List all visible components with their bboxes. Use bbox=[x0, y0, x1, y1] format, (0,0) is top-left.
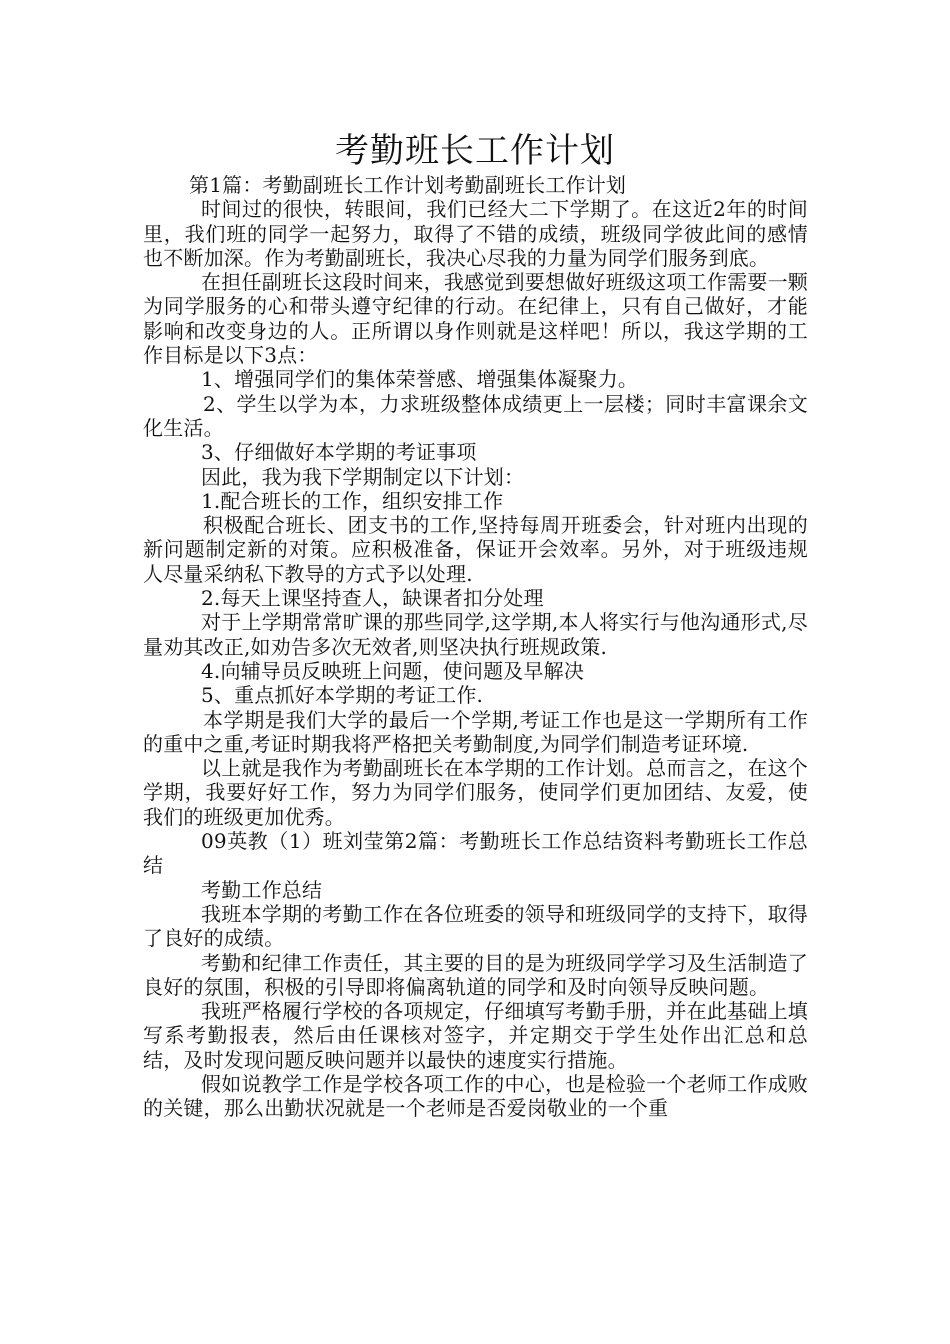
paragraph: 因此，我为我下学期制定以下计划： bbox=[201, 464, 525, 489]
section-heading: 09英教（1）班刘莹第2篇：考勤班长工作总结资料考勤班长工作总结 bbox=[143, 829, 808, 878]
paragraph: 积极配合班长、团支书的工作,坚持每周开班委会，针对班内出现的新问题制定新的对策。应积极准备，保证开会效率。另外，对于班级违规人尽量采纳私下教导的方式予以处理. bbox=[143, 513, 808, 586]
list-item: 3、仔细做好本学期的考证事项 bbox=[201, 440, 477, 465]
paragraph: 本学期是我们大学的最后一个学期,考证工作也是这一学期所有工作的重中之重,考证时期我将严格把关考勤制度,为同学们制造考证环境. bbox=[143, 707, 808, 756]
section-heading: 第1篇：考勤副班长工作计划考勤副班长工作计划 bbox=[189, 173, 627, 197]
subsection-heading: 考勤工作总结 bbox=[201, 877, 323, 902]
paragraph: 以上就是我作为考勤副班长在本学期的工作计划。总而言之，在这个学期，我要好好工作，努力为同学们服务，使同学们更加团结、友爱，使我们的班级更加优秀。 bbox=[143, 756, 808, 829]
paragraph: 假如说教学工作是学校各项工作的中心，也是检验一个老师工作成败的关键，那么出勤状况就是一个老师是否爱岗敬业的一个重 bbox=[143, 1071, 808, 1121]
plan-item-heading: 2.每天上课坚持查人，缺课者扣分处理 bbox=[201, 586, 544, 611]
paragraph: 我班本学期的考勤工作在各位班委的领导和班级同学的支持下，取得了良好的成绩。 bbox=[143, 901, 808, 951]
paragraph: 对于上学期常常旷课的那些同学,这学期,本人将实行与他沟通形式,尽量劝其改正,如劝告多次无效者,则坚决执行班规政策. bbox=[143, 610, 808, 659]
list-item: 1、增强同学们的集体荣誉感、增强集体凝聚力。 bbox=[201, 367, 639, 392]
plan-item-heading: 5、重点抓好本学期的考证工作. bbox=[201, 683, 484, 708]
plan-item-heading: 4.向辅导员反映班上问题，使问题及早解决 bbox=[201, 658, 585, 683]
paragraph: 时间过的很快，转眼间，我们已经大二下学期了。在这近2年的时间里，我们班的同学一起努力，取得了不错的成绩，班级同学彼此间的感情也不断加深。作为考勤副班长，我决心尽我的力量为同学们服务到底。 bbox=[143, 197, 808, 270]
paragraph: 在担任副班长这段时间来，我感觉到要想做好班级这项工作需要一颗为同学服务的心和带头遵守纪律的行动。在纪律上，只有自己做好，才能影响和改变身边的人。正所谓以身作则就是这样吧！所以，我这学期的工作目标是以下3点： bbox=[143, 270, 808, 368]
paragraph: 考勤和纪律工作责任，其主要的目的是为班级同学学习及生活制造了良好的氛围，积极的引导即将偏离轨道的同学和及时向领导反映问题。 bbox=[143, 950, 808, 999]
document-body bbox=[143, 173, 808, 1121]
plan-item-heading: 1.配合班长的工作，组织安排工作 bbox=[201, 488, 504, 513]
paragraph: 我班严格履行学校的各项规定，仔细填写考勤手册，并在此基础上填写系考勤报表，然后由任课核对签字，并定期交于学生处作出汇总和总结，及时发现问题反映问题并以最快的速度实行措施。 bbox=[143, 999, 808, 1072]
list-item: 2、学生以学为本，力求班级整体成绩更上一层楼；同时丰富课余文化生活。 bbox=[143, 391, 808, 440]
document-title: 考勤班长工作计划 bbox=[335, 131, 615, 171]
